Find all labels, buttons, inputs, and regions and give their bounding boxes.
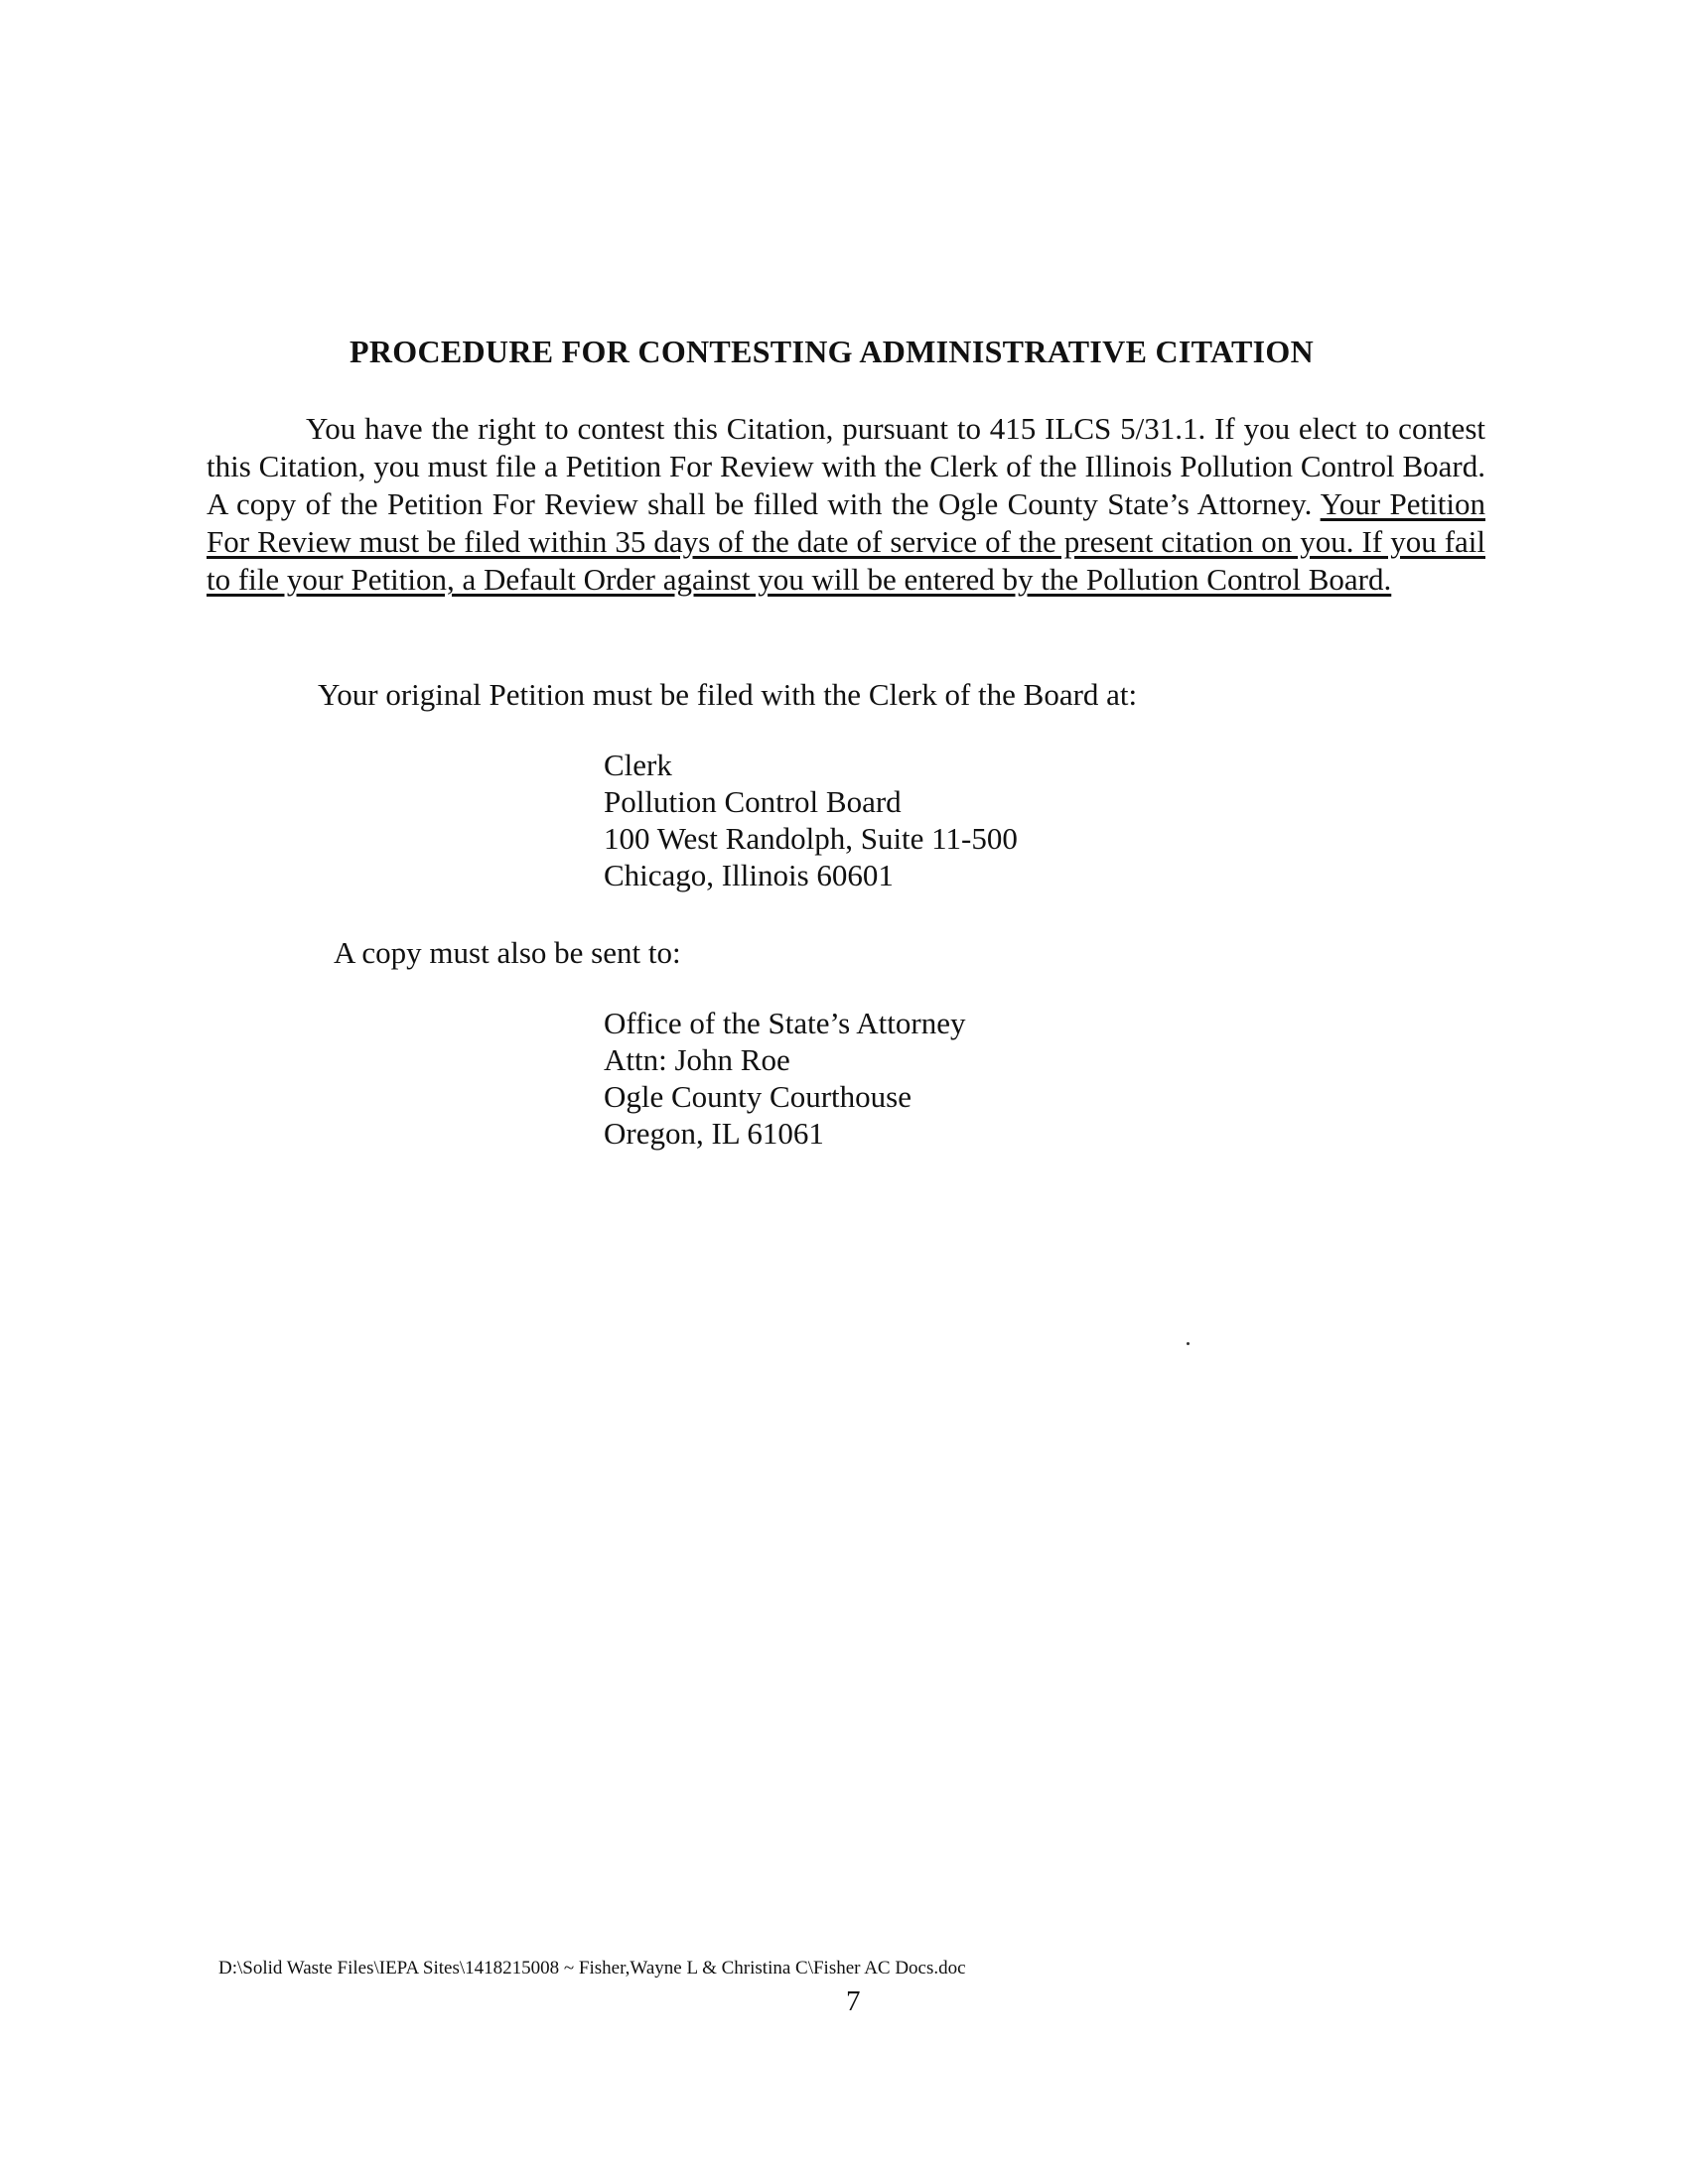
- copy-instruction: A copy must also be sent to:: [334, 935, 681, 970]
- paragraph-underlined-text: Your Petition For Review must be filed within 35 days of the date of service of the present citation on you. If you fail to file your Petition, a Default Order against you will be entered by the Pollution Control Board.: [207, 486, 1485, 597]
- scan-speck: [1187, 1342, 1190, 1345]
- attorney-address-line: Attn: John Roe: [604, 1042, 790, 1077]
- attorney-address-line: Ogle County Courthouse: [604, 1079, 912, 1114]
- clerk-address-line: Clerk: [604, 748, 672, 782]
- document-title: PROCEDURE FOR CONTESTING ADMINISTRATIVE CITATION: [350, 334, 1314, 369]
- paragraph-plain-text: You have the right to contest this Citation, pursuant to 415 ILCS 5/31.1. If you elect to contest this Citation, you must file a Petition For Review with the Clerk of the Illinois Pollution Control Board. A copy of the Petition For Review shall be filled with the Ogle County State’s Attorney.: [207, 411, 1485, 521]
- clerk-address-line: Pollution Control Board: [604, 784, 902, 819]
- clerk-address-block: [604, 747, 1018, 893]
- clerk-address-line: 100 West Randolph, Suite 11-500: [604, 821, 1018, 856]
- attorney-address-block: [604, 1005, 965, 1152]
- attorney-address-line: Oregon, IL 61061: [604, 1116, 824, 1151]
- filing-instruction: Your original Petition must be filed with the Clerk of the Board at:: [318, 677, 1138, 712]
- clerk-address-line: Chicago, Illinois 60601: [604, 858, 894, 892]
- contest-rights-paragraph: [207, 410, 1485, 599]
- footer-file-path: D:\Solid Waste Files\IEPA Sites\1418215008 ~ Fisher,Wayne L & Christina C\Fisher AC Docs.doc: [218, 1958, 966, 1979]
- attorney-address-line: Office of the State’s Attorney: [604, 1006, 966, 1040]
- page-number: 7: [846, 1985, 861, 2017]
